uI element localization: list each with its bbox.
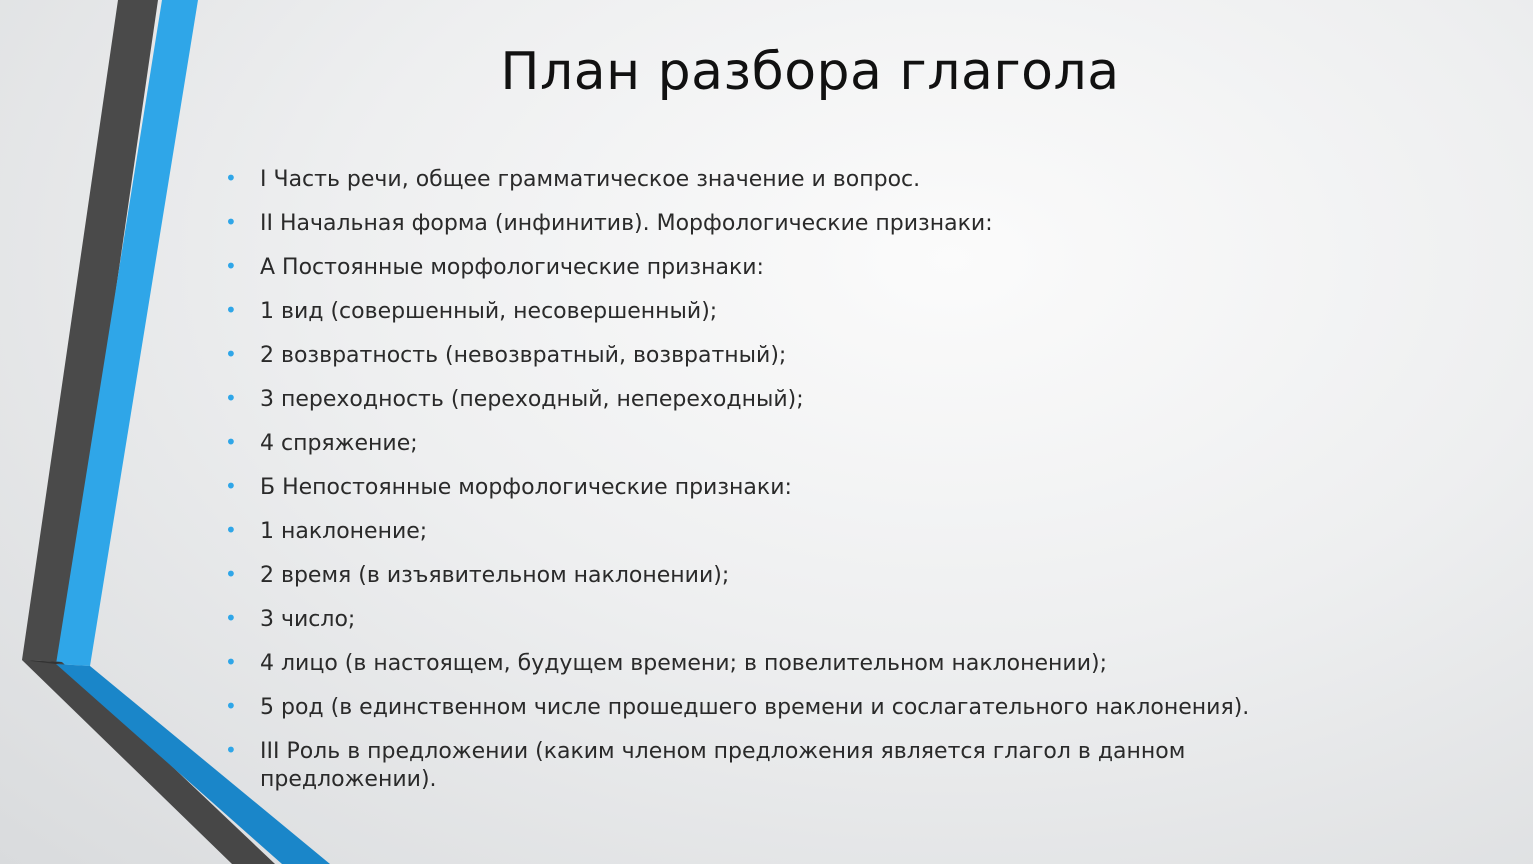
bullet-icon: • [225, 386, 237, 410]
list-item-text: 1 вид (совершенный, несовершенный); [260, 299, 718, 324]
list-item-text: 2 время (в изъявительном наклонении); [260, 563, 730, 588]
list-item-text: 1 наклонение; [260, 519, 428, 544]
list-item [224, 606, 1314, 634]
list-item [224, 430, 1314, 458]
list-item [224, 386, 1314, 414]
list-item-text: 4 лицо (в настоящем, будущем времени; в повелительном наклонении); [260, 651, 1108, 676]
list-item-text: 2 возвратность (невозвратный, возвратный); [260, 343, 787, 368]
list-item-text: Б Непостоянные морфологические признаки: [260, 475, 792, 500]
bullet-icon: • [225, 474, 237, 498]
list-item-text: 3 переходность (переходный, непереходный); [260, 387, 804, 412]
list-item-text: 5 род (в единственном числе прошедшего времени и сослагательного наклонения). [260, 695, 1250, 720]
list-item-text: III Роль в предложении (каким членом предложения является глагол в данном предложении). [260, 739, 1186, 792]
list-item-text: II Начальная форма (инфинитив). Морфологические признаки: [260, 211, 993, 236]
bullet-icon: • [225, 210, 237, 234]
list-item-text: 3 число; [260, 607, 356, 632]
list-item [224, 694, 1314, 722]
bullet-icon: • [225, 342, 237, 366]
list-item-text: I Часть речи, общее грамматическое значение и вопрос. [260, 167, 921, 192]
bullet-icon: • [225, 518, 237, 542]
list-item-text: 4 спряжение; [260, 431, 418, 456]
list-item [224, 254, 1314, 282]
bullet-icon: • [225, 738, 237, 762]
list-item [224, 738, 1314, 794]
bullet-icon: • [225, 430, 237, 454]
list-item [224, 474, 1314, 502]
list-item-text: А Постоянные морфологические признаки: [260, 255, 764, 280]
bullet-icon: • [225, 650, 237, 674]
bullet-icon: • [225, 694, 237, 718]
list-item [224, 650, 1314, 678]
bullet-list [224, 166, 1314, 810]
list-item [224, 518, 1314, 546]
list-item [224, 166, 1314, 194]
list-item [224, 298, 1314, 326]
slide-title: План разбора глагола [500, 42, 1120, 102]
bullet-icon: • [225, 606, 237, 630]
bullet-icon: • [225, 298, 237, 322]
list-item [224, 562, 1314, 590]
bullet-icon: • [225, 166, 237, 190]
bullet-icon: • [225, 254, 237, 278]
list-item [224, 342, 1314, 370]
bullet-icon: • [225, 562, 237, 586]
list-item [224, 210, 1314, 238]
